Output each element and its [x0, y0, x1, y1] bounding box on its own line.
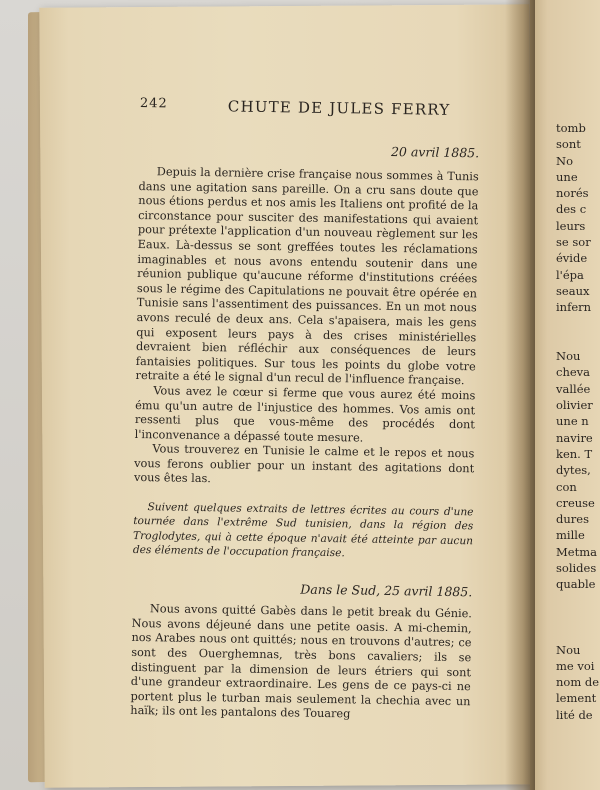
- page-number: 242: [139, 96, 168, 112]
- facing-line: lité de: [556, 707, 593, 722]
- facing-line: nom de: [556, 675, 600, 690]
- running-head: CHUTE DE JULES FERRY: [227, 97, 451, 119]
- facing-line: [556, 609, 596, 625]
- facing-line: infern: [556, 300, 592, 315]
- facing-line: ken. T: [556, 446, 593, 461]
- dateline-tunis: 20 avril 1885.: [390, 143, 480, 161]
- paragraph-4: Nous avons quitté Gabès dans le petit break du Génie. Nous avons déjeuné dans une petite oasis. A mi-chemin, nos Arabes nous ont quittés; nous en trouvons d'autres; ce sont des Ouerghemnas, très bons cavaliers; ils se distinguent par la dimension de leurs étriers qui sont d'une grandeur extraordinaire. Les gens de ce pays-ci ne portent plus le turban mais seulement la chechia avec un haïk; ils ont les pantalons des Touareg: [130, 602, 473, 721]
- facing-line: mille: [556, 528, 585, 543]
- facing-line: Nou: [556, 642, 581, 657]
- paragraph-2: Vous avez le cœur si ferme que vous aurez été moins ému qu'un autre de l'injustice des hommes. Vos amis ont ressenti plus que vous-même des procédés dont l'inconvenance a dépassé toute mesure.: [134, 384, 476, 445]
- facing-line: Metma: [556, 544, 597, 559]
- facing-line: me voi: [556, 658, 595, 673]
- facing-line: No: [556, 153, 573, 168]
- book-gutter: [505, 0, 535, 790]
- facing-line: con: [556, 479, 577, 494]
- facing-line: solides: [556, 561, 597, 576]
- facing-line: [556, 593, 596, 609]
- facing-line: des c: [556, 202, 587, 217]
- facing-line: navire: [556, 430, 593, 445]
- facing-line: creuse: [556, 495, 595, 510]
- facing-line: olivier: [556, 398, 593, 413]
- facing-line: évide: [556, 251, 588, 266]
- facing-line: vallée: [556, 381, 591, 396]
- facing-line: Nou: [556, 349, 581, 364]
- paragraph-1: Depuis la dernière crise française nous sommes à Tunis dans une agitation sans pareille. On a cru sans doute que nous étions perdus et nos amis les Italiens ont profité de la circonstance pour susciter des manifestations qui avaient pour prétexte l'application d'un nouveau règlement sur les Eaux. Là-dessus se sont greffées toutes les réclamations imaginables et nous avons entendu soutenir dans une réunion publique qu'aucune réforme d'institutions créées sous le régime des Capitulations ne pouvait être opérée en Tunisie sans l'assentiment des puissances. En un mot nous avons reculé de deux ans. Cela s'apaisera, mais les gens qui exposent leurs pays à des crises ministérielles devraient bien réfléchir aux conséquences de leurs fantaisies politiques. Sur tous les points du globe votre retraite a été le signal d'un recul de l'influence française.: [135, 165, 479, 388]
- facing-line: se sor: [556, 235, 591, 250]
- facing-line: lement: [556, 691, 597, 706]
- page-text: [130, 96, 480, 724]
- facing-line: [556, 316, 596, 332]
- paragraph-3: Vous trouverez en Tunisie le calme et le repos et nous vous ferons oublier pour un instant des agitations dont vous êtes las.: [133, 442, 475, 486]
- facing-line: cheva: [556, 365, 591, 380]
- facing-line: tomb: [556, 121, 586, 135]
- facing-line: sont: [556, 137, 581, 152]
- facing-line: norés: [556, 186, 589, 201]
- facing-line: seaux: [556, 283, 590, 298]
- facing-page-text: [556, 120, 600, 723]
- facing-line: l'épa: [556, 267, 584, 282]
- facing-line: [556, 332, 596, 348]
- facing-line: une: [556, 169, 578, 184]
- editorial-note: Suivent quelques extraits de lettres écrites au cours d'une tournée dans l'extrême Sud tunisien, dans la région des Troglodytes, qui à cette époque n'avait été atteinte par aucun des éléments de l'occupation française.: [132, 501, 474, 560]
- facing-line: une n: [556, 414, 589, 429]
- facing-line: dytes,: [556, 463, 591, 478]
- dateline-sud: Dans le Sud, 25 avril 1885.: [300, 581, 473, 600]
- facing-line: quable: [556, 577, 596, 592]
- facing-line: [556, 625, 596, 641]
- facing-line: dures: [556, 512, 589, 527]
- facing-line: leurs: [556, 218, 586, 233]
